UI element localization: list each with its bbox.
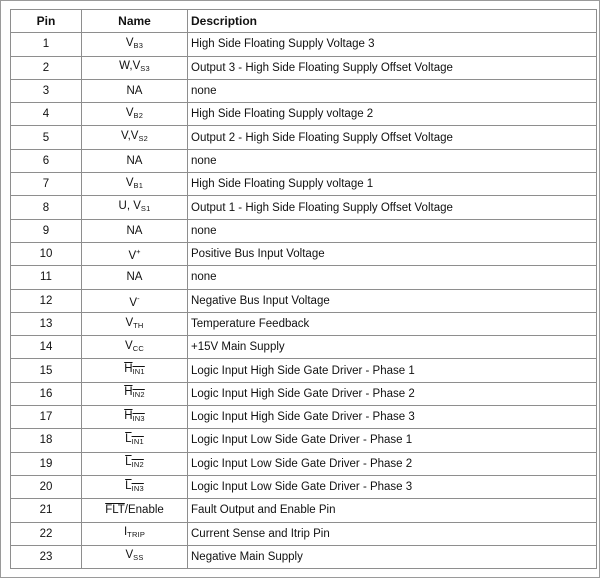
pin-name-base: NA bbox=[126, 85, 143, 98]
pin-name-cell bbox=[82, 452, 188, 475]
pin-description-table bbox=[10, 9, 597, 569]
pin-number-cell: 16 bbox=[11, 382, 82, 405]
pin-name-cell bbox=[82, 33, 188, 56]
pin-name-core bbox=[127, 271, 143, 283]
active-low-overline bbox=[125, 456, 144, 468]
pin-description-cell: Logic Input Low Side Gate Driver - Phase 2 bbox=[188, 452, 597, 475]
pin-number-cell: 3 bbox=[11, 79, 82, 102]
table-body bbox=[11, 33, 597, 569]
table-row bbox=[11, 382, 597, 405]
pin-name-core bbox=[125, 340, 144, 352]
table-row bbox=[11, 219, 597, 242]
pin-name-symbol bbox=[121, 130, 148, 142]
pin-description-cell: Positive Bus Input Voltage bbox=[188, 242, 597, 265]
pin-name-core bbox=[133, 200, 150, 212]
pin-name-symbol bbox=[125, 456, 144, 468]
pin-name-cell bbox=[82, 312, 188, 335]
pin-name-symbol bbox=[119, 60, 150, 72]
table-row bbox=[11, 406, 597, 429]
pin-name-symbol bbox=[127, 271, 143, 283]
pin-name-cell bbox=[82, 149, 188, 172]
pin-name-base: NA bbox=[126, 271, 143, 284]
table-row bbox=[11, 126, 597, 149]
pin-name-core bbox=[124, 526, 145, 538]
table-row bbox=[11, 33, 597, 56]
pin-name-base: V bbox=[130, 130, 139, 143]
pin-name-cell bbox=[82, 429, 188, 452]
pin-name-base: V bbox=[125, 339, 133, 352]
pin-number-cell: 21 bbox=[11, 499, 82, 522]
pin-description-cell: High Side Floating Supply Voltage 3 bbox=[188, 33, 597, 56]
pin-name-subscript: IN2 bbox=[132, 390, 145, 400]
pin-description-cell: none bbox=[188, 79, 597, 102]
pin-name-prefix: V, bbox=[120, 130, 131, 143]
pin-name-base: V bbox=[125, 316, 134, 329]
active-low-overline bbox=[105, 504, 125, 516]
table-row bbox=[11, 266, 597, 289]
pin-name-cell bbox=[82, 499, 188, 522]
pin-description-cell: none bbox=[188, 149, 597, 172]
pin-name-base: H bbox=[124, 409, 133, 422]
active-low-overline bbox=[124, 386, 145, 398]
pin-name-cell bbox=[82, 126, 188, 149]
pin-name-symbol bbox=[105, 504, 164, 516]
table-row bbox=[11, 545, 597, 568]
pin-name-cell bbox=[82, 545, 188, 568]
pin-name-symbol bbox=[127, 225, 143, 237]
table-row bbox=[11, 359, 597, 382]
pin-name-symbol bbox=[125, 549, 143, 561]
pin-name-core bbox=[126, 37, 143, 49]
pin-name-prefix: W, bbox=[119, 60, 133, 73]
pin-name-core bbox=[133, 60, 150, 72]
pin-name-superscript: - bbox=[137, 293, 140, 303]
pin-name-base: V bbox=[125, 106, 134, 119]
pin-name-symbol bbox=[125, 433, 144, 445]
pin-name-symbol bbox=[128, 247, 141, 263]
pin-number-cell: 20 bbox=[11, 475, 82, 498]
pin-number-cell: 15 bbox=[11, 359, 82, 382]
table-row bbox=[11, 79, 597, 102]
pin-name-subscript: CC bbox=[132, 343, 144, 353]
pin-number-cell: 7 bbox=[11, 173, 82, 196]
pin-name-core bbox=[125, 317, 143, 329]
pin-name-symbol bbox=[126, 177, 143, 189]
table-row bbox=[11, 336, 597, 359]
pin-number-cell: 12 bbox=[11, 289, 82, 312]
pin-name-symbol bbox=[124, 410, 145, 422]
pin-description-cell: Output 1 - High Side Floating Supply Offset Voltage bbox=[188, 196, 597, 219]
pin-name-symbol bbox=[124, 526, 145, 538]
pin-number-cell: 10 bbox=[11, 242, 82, 265]
pin-name-base: V bbox=[125, 36, 134, 49]
pin-description-cell: Current Sense and Itrip Pin bbox=[188, 522, 597, 545]
pin-name-base: V bbox=[128, 250, 137, 263]
pin-number-cell: 6 bbox=[11, 149, 82, 172]
pin-name-subscript: S3 bbox=[140, 64, 150, 74]
pin-name-core bbox=[126, 177, 143, 189]
pin-name-subscript: IN1 bbox=[132, 367, 145, 377]
pin-name-superscript: + bbox=[136, 247, 141, 257]
pin-name-subscript: IN2 bbox=[131, 460, 144, 470]
pin-name-cell bbox=[82, 219, 188, 242]
pin-name-cell bbox=[82, 173, 188, 196]
pin-name-symbol bbox=[129, 293, 140, 309]
pin-name-base: V bbox=[133, 200, 141, 213]
pin-description-cell: Logic Input Low Side Gate Driver - Phase 1 bbox=[188, 429, 597, 452]
pin-name-base: $\overline{FLT}$ bbox=[105, 504, 125, 517]
table-row bbox=[11, 242, 597, 265]
pin-number-cell: 17 bbox=[11, 406, 82, 429]
pin-description-cell: Logic Input High Side Gate Driver - Phase 3 bbox=[188, 406, 597, 429]
table-row bbox=[11, 312, 597, 335]
pin-name-symbol bbox=[119, 200, 151, 212]
pin-name-subscript: S2 bbox=[138, 134, 149, 144]
pin-name-base: NA bbox=[126, 154, 143, 167]
pin-name-core bbox=[128, 250, 136, 262]
header-description: Description bbox=[188, 10, 597, 33]
table-row bbox=[11, 173, 597, 196]
pin-number-cell: 5 bbox=[11, 126, 82, 149]
pin-description-cell: Negative Main Supply bbox=[188, 545, 597, 568]
pin-number-cell: 9 bbox=[11, 219, 82, 242]
pin-name-symbol bbox=[125, 480, 144, 492]
pin-name-prefix: U, bbox=[118, 200, 134, 213]
pin-name-base: L bbox=[125, 432, 132, 445]
pin-name-base: H bbox=[124, 386, 133, 399]
pin-name-core bbox=[126, 107, 143, 119]
pin-name-symbol bbox=[124, 363, 145, 375]
table-header-row bbox=[11, 10, 597, 33]
pin-description-cell: Logic Input High Side Gate Driver - Phase 2 bbox=[188, 382, 597, 405]
pin-number-cell: 22 bbox=[11, 522, 82, 545]
pin-name-symbol bbox=[127, 85, 143, 97]
pin-name-subscript: IN3 bbox=[132, 413, 145, 423]
table-row bbox=[11, 103, 597, 126]
pin-name-subscript: SS bbox=[133, 553, 144, 563]
pin-name-base: L bbox=[125, 479, 132, 492]
pin-name-base: V bbox=[132, 60, 141, 73]
pin-description-cell: +15V Main Supply bbox=[188, 336, 597, 359]
pin-name-cell bbox=[82, 56, 188, 79]
pin-name-cell bbox=[82, 382, 188, 405]
pin-name-base: NA bbox=[126, 224, 143, 237]
table-row bbox=[11, 289, 597, 312]
pin-name-cell bbox=[82, 79, 188, 102]
pin-description-cell: Negative Bus Input Voltage bbox=[188, 289, 597, 312]
pin-name-suffix: /Enable bbox=[124, 504, 164, 517]
pin-name-core bbox=[129, 297, 137, 309]
active-low-overline bbox=[125, 433, 144, 445]
pin-number-cell: 14 bbox=[11, 336, 82, 359]
table-row bbox=[11, 149, 597, 172]
pin-name-core bbox=[125, 549, 143, 561]
pin-name-core bbox=[131, 130, 148, 142]
pin-description-cell: Output 3 - High Side Floating Supply Offset Voltage bbox=[188, 56, 597, 79]
pin-description-cell: Temperature Feedback bbox=[188, 312, 597, 335]
table-row bbox=[11, 429, 597, 452]
pin-name-cell bbox=[82, 196, 188, 219]
pin-name-subscript: TH bbox=[133, 320, 144, 330]
pin-name-base: V bbox=[129, 296, 138, 309]
pin-name-subscript: IN1 bbox=[131, 436, 144, 446]
pin-name-cell bbox=[82, 522, 188, 545]
active-low-overline bbox=[124, 410, 145, 422]
pin-number-cell: 19 bbox=[11, 452, 82, 475]
pin-number-cell: 4 bbox=[11, 103, 82, 126]
pin-name-core bbox=[127, 225, 143, 237]
pin-description-cell: none bbox=[188, 219, 597, 242]
pin-name-cell bbox=[82, 475, 188, 498]
pin-name-cell bbox=[82, 406, 188, 429]
header-name: Name bbox=[82, 10, 188, 33]
pin-description-cell: High Side Floating Supply voltage 2 bbox=[188, 103, 597, 126]
pin-number-cell: 1 bbox=[11, 33, 82, 56]
pin-name-cell bbox=[82, 242, 188, 265]
pin-number-cell: 8 bbox=[11, 196, 82, 219]
pin-name-base: L bbox=[125, 456, 132, 469]
pin-name-base: V bbox=[125, 176, 134, 189]
pin-description-cell: Logic Input Low Side Gate Driver - Phase 3 bbox=[188, 475, 597, 498]
pin-name-cell bbox=[82, 289, 188, 312]
pin-description-cell: Fault Output and Enable Pin bbox=[188, 499, 597, 522]
pin-name-symbol bbox=[127, 155, 143, 167]
pin-description-cell: High Side Floating Supply voltage 1 bbox=[188, 173, 597, 196]
pin-name-symbol bbox=[124, 386, 145, 398]
pin-name-symbol bbox=[125, 317, 143, 329]
pin-number-cell: 2 bbox=[11, 56, 82, 79]
pin-name-subscript: S1 bbox=[140, 204, 151, 214]
pin-description-cell: none bbox=[188, 266, 597, 289]
table-row bbox=[11, 56, 597, 79]
table-row bbox=[11, 475, 597, 498]
pin-name-subscript: B3 bbox=[133, 40, 144, 50]
pin-name-symbol bbox=[125, 340, 144, 352]
pin-name-subscript: B1 bbox=[133, 180, 144, 190]
pin-name-base: I bbox=[123, 526, 128, 539]
table-row bbox=[11, 452, 597, 475]
pin-name-core bbox=[127, 155, 143, 167]
pin-name-cell bbox=[82, 266, 188, 289]
pin-name-cell bbox=[82, 359, 188, 382]
pin-description-cell: Output 2 - High Side Floating Supply Offset Voltage bbox=[188, 126, 597, 149]
header-pin: Pin bbox=[11, 10, 82, 33]
pin-number-cell: 13 bbox=[11, 312, 82, 335]
active-low-overline bbox=[125, 480, 144, 492]
pin-name-cell bbox=[82, 103, 188, 126]
pin-name-cell bbox=[82, 336, 188, 359]
pin-name-symbol bbox=[126, 107, 143, 119]
pin-name-core bbox=[127, 85, 143, 97]
pin-description-cell: Logic Input High Side Gate Driver - Phase 1 bbox=[188, 359, 597, 382]
pin-name-base: V bbox=[125, 549, 134, 562]
table-row bbox=[11, 499, 597, 522]
pin-name-symbol bbox=[126, 37, 143, 49]
pin-name-base: H bbox=[124, 363, 133, 376]
pin-name-subscript: TRIP bbox=[127, 530, 146, 540]
active-low-overline bbox=[124, 363, 145, 375]
pin-number-cell: 23 bbox=[11, 545, 82, 568]
pin-name-subscript: IN3 bbox=[131, 483, 144, 493]
pin-number-cell: 18 bbox=[11, 429, 82, 452]
pin-name-subscript: B2 bbox=[133, 110, 144, 120]
table-row bbox=[11, 522, 597, 545]
table-row bbox=[11, 196, 597, 219]
pin-number-cell: 11 bbox=[11, 266, 82, 289]
